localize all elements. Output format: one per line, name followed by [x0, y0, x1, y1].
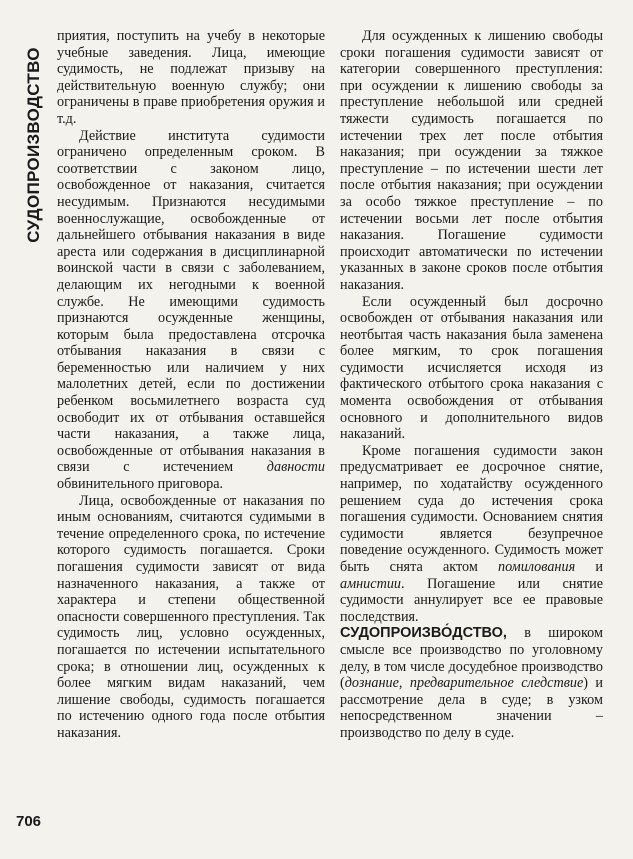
entry-headword: СУДОПРОИЗВО́ДСТВО,: [340, 625, 507, 642]
text: ) и рассмотрение дела в суде; в узком непосредственном значении – производство по делу в суде.: [340, 675, 603, 741]
text: Кроме погашения судимости закон предусматривает ее досрочное снятие, например, по ходатайству осужденного решением суда до истечения срока погашения судимости. Основанием снятия судимости является безупречное поведение осужденного. Судимость может быть снята актом: [340, 442, 603, 575]
paragraph-early-removal: [340, 443, 603, 626]
cross-reference-term: амнистии: [340, 575, 402, 592]
text: и: [575, 559, 603, 575]
text: Действие института судимости ограничено определенным сроком. В соответствии с законом лицо, освобожденное от наказания, считается несудимым. Признаются несудимыми военнослужащие, освобожденные от дальнейшего отбывания наказания в виде ареста или содержания в дисциплинарной воинской части в связи с заболеванием, делающим их негодными к военной службе. Не имеющими судимость признаются осужденные женщины, которым была предоставлена отсрочка отбывания наказания в связи с беременностью или наличием у них малолетних детей, если по достижении ребенком восьмилетнего возраста суд освободит их от отбывания оставшейся части наказания, а также лица, освобожденные от отбывания наказания в связи с истечением: [57, 127, 325, 476]
text: ,: [398, 675, 410, 692]
paragraph-other-grounds: Лица, освобожденные от наказания по иным основаниям, считаются судимыми в течение определенного срока, по истечение которого судимость погашается. Сроки погашения судимости зависят от вида назначенного наказания, а также от характера и степени общественной опасности совершенного преступления. Так судимость лиц, условно осужденных, погашается по истечении испытательного срока; в отношении лиц, осужденных к более мягким видам наказаний, чем лишение свободы, судимость погашается по истечению одного года после отбытия наказания.: [57, 492, 325, 741]
text: . Погашение или снятие судимости аннулирует все ее правовые последствия.: [340, 575, 603, 625]
left-column: [57, 28, 325, 742]
dictionary-entry: [340, 625, 603, 741]
text: в широком смысле все производство по уголовному делу, в том числе досудебное производство (: [340, 625, 603, 692]
running-head: [22, 25, 46, 265]
paragraph-terms-prison: Для осужденных к лишению свободы сроки погашения судимости зависят от категории совершенного преступления: при осуждении к лишению свободы за преступление небольшой или средней тяжести судимость погашается по истечении трех лет после отбытия наказания; при осуждении за тяжкое преступление – по истечении шести лет после отбытия наказания; при осуждении за особо тяжкое преступление – по истечении восьми лет после отбытия наказания. Погашение судимости происходит автоматически по истечении указанных в законе сроков после отбытия наказания.: [340, 28, 603, 293]
cross-reference-term: дознание: [344, 675, 399, 692]
text: обвинительного приговора.: [57, 476, 224, 493]
running-head-text: СУДОПРОИЗВОДСТВО: [24, 47, 44, 243]
cross-reference-term: помилования: [498, 559, 576, 575]
paragraph-continued: приятия, поступить на учебу в некоторые учебные заведения. Лица, имеющие судимость, не подлежат призыву на действительную военную службу; они ограничены в праве приобретения оружия и т.д.: [57, 28, 325, 127]
right-column: [340, 28, 603, 742]
paragraph-term-limit: [57, 128, 325, 493]
page-number: 706: [16, 813, 42, 830]
paragraph-early-release: Если осужденный был досрочно освобожден от отбывания наказания или неотбытая часть наказания была заменена более мягким, то срок погашения судимости исчисляется исходя из фактического отбытого срока наказания с момента освобождения от отбывания основного и дополнительного видов наказаний.: [340, 293, 603, 443]
cross-reference-term: давности: [266, 459, 325, 476]
cross-reference-term: предварительное следствие: [409, 675, 584, 692]
